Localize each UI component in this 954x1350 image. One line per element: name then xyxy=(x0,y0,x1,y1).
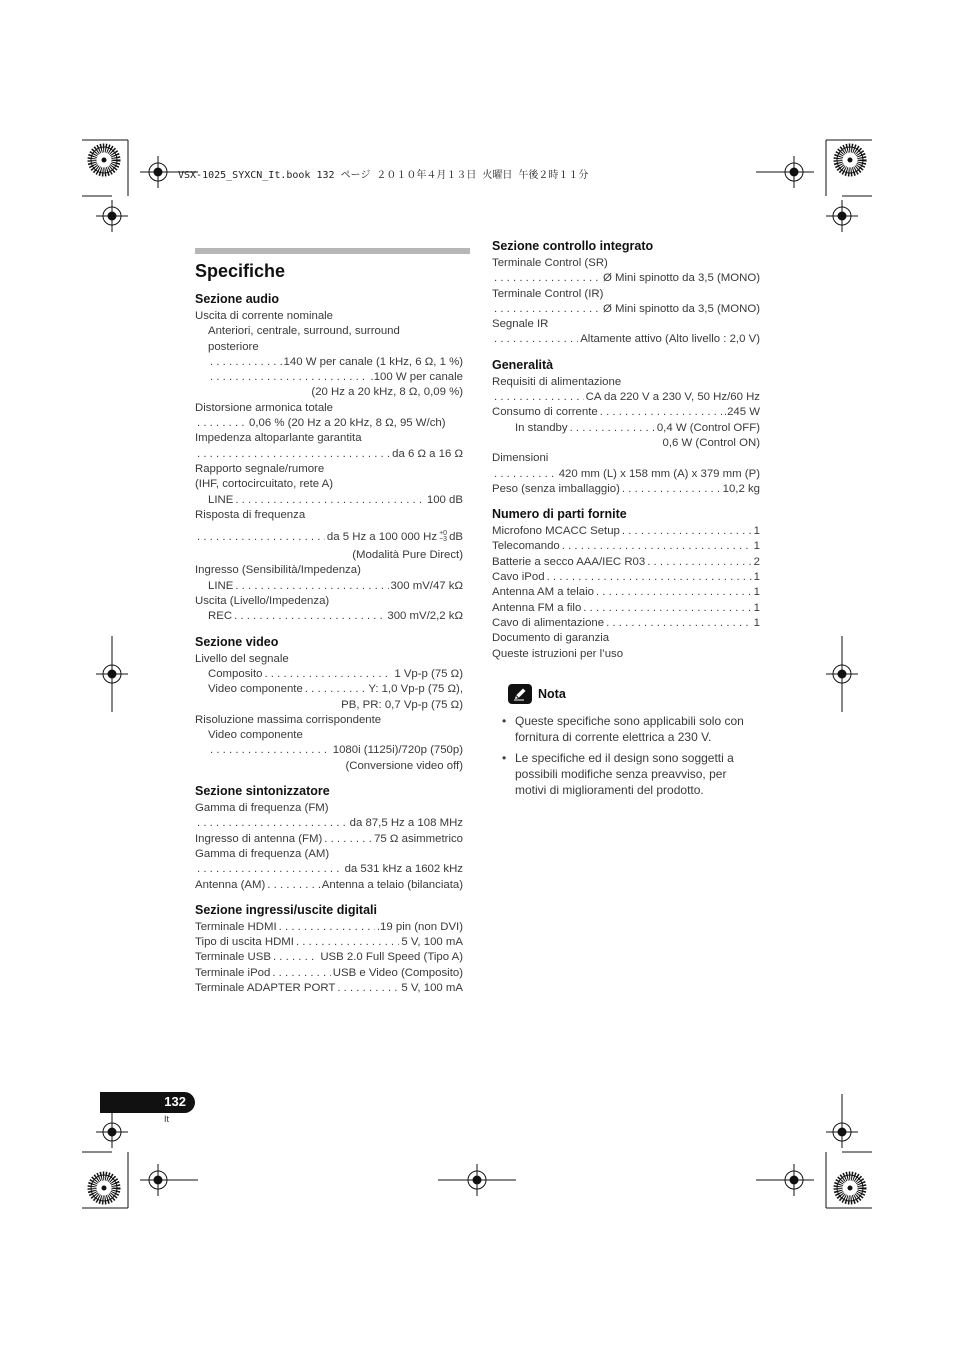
page-title: Specifiche xyxy=(195,261,286,281)
spec-line: Anteriori, centrale, surround, surround xyxy=(208,325,400,338)
spec-line: Uscita di corrente nominale xyxy=(195,310,334,322)
spec-line: Impedenza altoparlante garantita xyxy=(195,432,362,445)
spec-line: . . . 140 W per canale (1 kHz, 6 Ω, 1 %) xyxy=(195,355,463,370)
spec-line: Terminale Control (SR) xyxy=(492,257,608,269)
spec-line: . . . Ø Mini spinotto da 3,5 (MONO) xyxy=(492,302,760,317)
tolerance: +0 −3 xyxy=(439,530,448,544)
section-general-heading: Generalità xyxy=(492,357,554,372)
list-item: Antenna FM a filo . . . 1 xyxy=(492,601,760,616)
spec-line: Peso (senza imballaggio) . . . 10,2 kg xyxy=(492,482,760,497)
section-video-heading: Sezione video xyxy=(195,634,279,649)
spec-line: Terminale Control (IR) xyxy=(492,287,604,300)
note-header xyxy=(492,684,760,704)
spec-line: Gamma di frequenza (AM) xyxy=(195,847,330,860)
spec-line: Ingresso (Sensibilità/Impedenza) xyxy=(195,564,361,577)
note-title: Nota xyxy=(538,686,566,701)
spec-line: . . . CA da 220 V a 230 V, 50 Hz/60 Hz xyxy=(492,390,760,405)
spec-line: . . . 0,06 % (20 Hz a 20 kHz, 8 Ω, 95 W/ch) xyxy=(195,416,463,431)
spec-line: PB, PR: 0,7 Vp-p (75 Ω) xyxy=(341,698,463,711)
title-bar xyxy=(195,248,470,254)
spec-line: Terminale USB . . . USB 2.0 Full Speed (Tipo A) xyxy=(195,950,463,965)
section-digital-heading: Sezione ingressi/uscite digitali xyxy=(195,902,377,917)
page-number-badge xyxy=(100,1092,195,1113)
note-item: • Queste specifiche sono applicabili solo con fornitura di corrente elettrica a 230 V. xyxy=(492,713,760,745)
section-tuner-heading: Sezione sintonizzatore xyxy=(195,784,330,799)
pencil-icon xyxy=(508,684,532,704)
spec-line: Distorsione armonica totale xyxy=(195,401,334,414)
list-item: Antenna AM a telaio . . . 1 xyxy=(492,585,760,600)
spec-line: posteriore xyxy=(208,340,259,353)
list-item: Queste istruzioni per l’uso xyxy=(492,647,624,660)
spec-line: REC . . . 300 mV/2,2 kΩ xyxy=(195,609,463,624)
spec-line: (IHF, cortocircuitato, rete A) xyxy=(195,478,333,491)
spec-line: 0,6 W (Control ON) xyxy=(662,436,760,449)
note-item: • Le specifiche ed il design sono soggetti a possibili modifiche senza preavviso, per motivi di miglioramenti del prodotto. xyxy=(492,750,760,798)
spec-line: . . . 420 mm (L) x 158 mm (A) x 379 mm (P) xyxy=(492,467,760,482)
left-column xyxy=(195,248,463,996)
spec-line: Requisiti di alimentazione xyxy=(492,375,622,388)
spec-line: . . . da 531 kHz a 1602 kHz xyxy=(195,862,463,877)
print-header: VSX-1025_SYXCN_It.book 132 ページ ２０１０年４月１３日 火曜日 午後２時１１分 xyxy=(178,170,589,181)
spec-line: Antenna (AM) . . . Antenna a telaio (bilanciata) xyxy=(195,878,463,893)
list-item: Batterie a secco AAA/IEC R03 . . . 2 xyxy=(492,555,760,570)
page-number: 132 xyxy=(164,1094,186,1109)
spec-line: Video componente . . . Y: 1,0 Vp-p (75 Ω), xyxy=(195,682,463,697)
spec-line: Segnale IR xyxy=(492,318,549,331)
spec-line: . . . da 87,5 Hz a 108 MHz xyxy=(195,816,463,831)
spec-line: Livello del segnale xyxy=(195,652,289,665)
spec-line: . . . Ø Mini spinotto da 3,5 (MONO) xyxy=(492,271,760,286)
list-item: Microfono MCACC Setup . . . 1 xyxy=(492,524,760,539)
spec-line: Terminale iPod . . . USB e Video (Composito) xyxy=(195,966,463,981)
spec-line: . . . Altamente attivo (Alto livello : 2,0 V) xyxy=(492,332,760,347)
spec-line: . . . da 5 Hz a 100 000 Hz +0 −3 dB xyxy=(195,526,463,548)
spec-line: (Modalità Pure Direct) xyxy=(352,549,463,562)
spec-line: . . . da 6 Ω a 16 Ω xyxy=(195,447,463,462)
spec-line: (20 Hz a 20 kHz, 8 Ω, 0,09 %) xyxy=(311,386,463,399)
spec-line: Terminale HDMI . . . .19 pin (non DVI) xyxy=(195,920,463,935)
spec-line: Rapporto segnale/rumore xyxy=(195,462,325,475)
spec-line: Tipo di uscita HDMI . . . 5 V, 100 mA xyxy=(195,935,463,950)
spec-line: Risposta di frequenza xyxy=(195,508,306,521)
spec-line: . . . .100 W per canale xyxy=(195,370,463,385)
list-item: Cavo di alimentazione . . . 1 xyxy=(492,616,760,631)
spec-line: . . . 1080i (1125i)/720p (750p) xyxy=(195,743,463,758)
language-code: It xyxy=(164,1114,170,1124)
spec-line: Composito . . . 1 Vp-p (75 Ω) xyxy=(195,667,463,682)
right-column xyxy=(492,238,760,803)
section-control-heading: Sezione controllo integrato xyxy=(492,239,654,253)
spec-line: LINE . . . 300 mV/47 kΩ xyxy=(195,579,463,594)
list-item: Telecomando . . . 1 xyxy=(492,539,760,554)
section-parts-heading: Numero di parti fornite xyxy=(492,507,627,522)
spec-line: Uscita (Livello/Impedenza) xyxy=(195,595,330,608)
spec-line: (Conversione video off) xyxy=(345,759,463,772)
spec-line: Risoluzione massima corrispondente xyxy=(195,713,382,726)
spec-line: LINE . . . 100 dB xyxy=(195,493,463,508)
list-item: Documento di garanzia xyxy=(492,632,610,645)
section-audio-heading: Sezione audio xyxy=(195,292,280,306)
note-list xyxy=(492,713,760,798)
spec-line: Consumo di corrente . . . .245 W xyxy=(492,405,760,420)
spec-line: Terminale ADAPTER PORT . . . 5 V, 100 mA xyxy=(195,981,463,996)
spec-line: Dimensioni xyxy=(492,452,549,465)
spec-line: Gamma di frequenza (FM) xyxy=(195,802,329,815)
spec-line: Video componente xyxy=(208,729,303,742)
list-item: Cavo iPod . . . 1 xyxy=(492,570,760,585)
spec-line: In standby . . . 0,4 W (Control OFF) xyxy=(492,421,760,436)
spec-line: Ingresso di antenna (FM) . . . 75 Ω asimmetrico xyxy=(195,832,463,847)
